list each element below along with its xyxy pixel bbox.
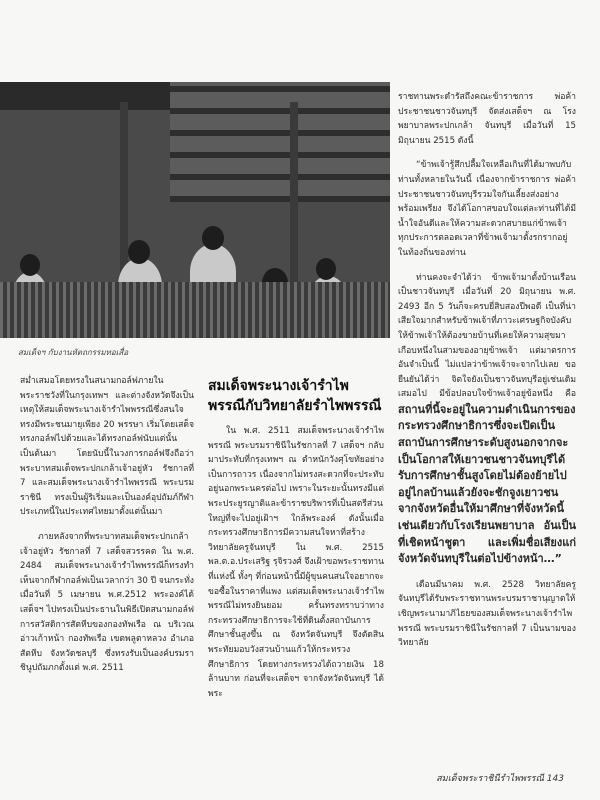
photo-person-head <box>20 254 40 276</box>
photo-shelves <box>170 82 390 202</box>
right-paragraph-1: ราชทานพระดำรัสถึงคณะข้าราชการ พ่อค้า ประชาชนชาวจันทบุรี จัดส่งเสด็จฯ ณ โรงพยาบาลพระปกเกล้า จันทบุรี เมื่อวันที่ 15 มิถุนายน 2515 ดังนี้ <box>398 92 576 146</box>
right-paragraph-3-text: ท่านคงจะจำได้ว่า ข้าพเจ้ามาตั้งบ้านเรือนเป็นชาวจันทบุรี เมื่อวันที่ 20 มิถุนายน พ.ศ. 2493 อีก 5 วันก็จะครบยี่สิบสองปีพอดี เป็นที่น่าเสียใจมากสำหรับข้าพเจ้าที่ภาวะเศรษฐกิจบังคับให้ข้าพเจ้าให้ต้องขายบ้านที่เคยให้ความสุขมาเกือบหนึ่งในสามของอายุข้าพเจ้า แต่มาตรการอันจำเป็นนี้ ไม่แปลว่าข้าพเจ้าจะจากไปเลย ขอยืนยันได้ว่า จิตใจยังเป็นชาวจันทบุรีอยู่เช่นเดิมเสมอไป มีข้อปลอบใจข้าพเจ้าอยู่ข้อหนึ่ง คือ <box>398 272 576 400</box>
right-paragraph-3 <box>398 271 576 568</box>
weaving-photo <box>0 82 390 338</box>
right-quote-paragraph: “ข้าพเจ้ารู้สึกปลื้มใจเหลือเกินที่ได้มาพบกับท่านทั้งหลายในวันนี้ เนื่องจากข้าราชการ พ่อค้า ประชาชนชาวจันทบุรีรวมใจกันเลี้ยงส่งอย่างพร้อมเพรียง จึงได้โอกาสขอบใจแต่ละท่านที่ได้มีน้ำใจอันดีและให้ความสะดวกสบายแก่ข้าพเจ้าทุกประการตลอดเวลาที่ข้าพเจ้ามาตั้งรกรากอยู่ในท้องถิ่นของท่าน <box>398 160 576 258</box>
right-paragraph-3-bold: สถานที่นี้จะอยู่ในความดำเนินการของกระทรวงศึกษาธิการซึ่งจะเปิดเป็นสถาบันการศึกษาระดับสูงนอกจากจะเป็นโอกาสให้เยาวชนชาวจันทบุรีได้รับการศึกษาชั้นสูงโดยไม่ต้องย้ายไปอยู่ไกลบ้านแล้วยังจะชักจูงเยาวชนจากจังหวัดอื่นให้มาศึกษาที่จังหวัดนี้เช่นเดียวกับโรงเรียนพยาบาล อันเป็นที่เชิดหน้าชูตา และเพิ่มชื่อเสียงแก่จังหวัดจันทบุรีในต่อไปข้างหน้า…” <box>398 402 576 566</box>
middle-column <box>208 376 384 711</box>
right-paragraph-4: เดือนมีนาคม พ.ศ. 2528 วิทยาลัยครูจันทบุรีได้รับพระราชทานพระบรมราชานุญาตให้เชิญพระนามาภิไธยของสมเด็จพระนางเจ้ารำไพพรรณี พระบรมราชินีในรัชกาลที่ 7 เป็นนามของวิทยาลัย <box>398 579 576 649</box>
page-footer: สมเด็จพระราชินีรำไพพรรณี 143 <box>436 774 564 784</box>
middle-paragraph-1: ใน พ.ศ. 2511 สมเด็จพระนางเจ้ารำไพพรรณี พระบรมราชินีในรัชกาลที่ 7 เสด็จฯ กลับมาประทับที่กรุงเทพฯ ณ ตำหนักวังศุโขทัยอย่างเป็นการถาวร เนื่องจากไม่ทรงสะดวกที่จะประทับอยู่นอกพระนครต่อไป เพราะในระยะนั้นทรงมีแต่พระประยูรญาติและข้าราชบริพารที่เป็นสตรีส่วนใหญ่ที่จะไปอยู่เฝ้าฯ ใกล้พระองค์ ดังนั้นเมื่อกระทรวงศึกษาธิการมีความสนใจหาที่สร้างวิทยาลัยครูจันทบุรี ใน พ.ศ. 2515 พล.ต.อ.ประเสริฐ รุจิรวงศ์ จึงเฝ้าขอพระราชทานที่แห่งนี้ ทั้งๆ ที่ก่อนหน้านี้มีผู้ขุนคนสนใจอยากจะขอซื้อในราคาที่แพง แต่สมเด็จพระนางเจ้ารำไพพรรณีไม่ทรงยินยอม ครั้นทรงทราบว่าทางกระทรวงศึกษาธิการจะใช้ที่ดินตั้งสถาบันการศึกษาชั้นสูงขึ้น ณ จังหวัดจันทบุรี จึงตัดสินพระทัยมอบวังสวนบ้านแก้วให้กระทรวงศึกษาธิการ โดยทางกระทรวงได้ถวายเงิน 18 ล้านบาท ก่อนที่จะเสด็จฯ จากจังหวัดจันทบุรี ได้พระ <box>208 426 384 699</box>
photo-person-head <box>316 258 336 280</box>
left-paragraph-1: สม่ำเสมอโดยทรงในสนามกอล์ฟภายในพระราชวังที่ในกรุงเทพฯ และต่างจังหวัดจึงเป็นเหตุให้สมเด็จพระนางเจ้ารำไพพรรณีซึ่งสนใจทรงมีพระชนมายุเพียง 20 พรรษา เริ่มโดยเสด็จทรงกอล์ฟไปด้วยและได้ทรงกอล์ฟนับแต่นั้นเป็นต้นมา โดยนับนี้ในวงการกอล์ฟจึงถือว่าพระบาทสมเด็จพระปกเกล้าเจ้าอยู่หัว รัชกาลที่ 7 และสมเด็จพระนางเจ้ารำไพพรรณี พระบรมราชินี ทรงเป็นผู้ริเริ่มและเป็นองค์อุปถัมภ์กีฬาประเภทนี้ในประเทศไทยมาตั้งแต่นั้นมา <box>20 376 194 518</box>
photo-person-head <box>202 226 224 250</box>
photo-post <box>290 102 298 302</box>
left-paragraph-2: ภายหลังจากที่พระบาทสมเด็จพระปกเกล้าเจ้าอยู่หัว รัชกาลที่ 7 เสด็จสวรรคต ใน พ.ศ. 2484 สมเด็จพระนางเจ้ารำไพพรรณีก็ทรงทำเห็นจากกีฬากอล์ฟเป็นเวลากว่า 30 ปี จนกระทั่งเมื่อวันที่ 5 เมษายน พ.ศ.2512 พระองค์ได้เสด็จฯ ไปทรงเป็นประธานในพิธีเปิดสนามกอล์ฟการสวัสดิการสัตหีบของกองทัพเรือ ณ บริเวณอ่าวเก้าหน้า กองทัพเรือ เขตพลูตาหลวง อำเภอสัตหีบ จังหวัดชลบุรี ซึ่งทรงรับเป็นองค์บรมราชินูปถัมภกตั้งแต่ พ.ศ. 2511 <box>20 531 194 674</box>
photo-caption: สมเด็จฯ กับงานหัตถกรรมทอเสื่อ <box>18 348 129 357</box>
section-heading: สมเด็จพระนางเจ้ารำไพพรรณีกับวิทยาลัยรำไพพรรณี <box>208 378 382 414</box>
photo-person-head <box>128 240 150 264</box>
photo-loom <box>0 282 390 338</box>
right-column <box>398 90 576 661</box>
left-column <box>20 374 194 686</box>
